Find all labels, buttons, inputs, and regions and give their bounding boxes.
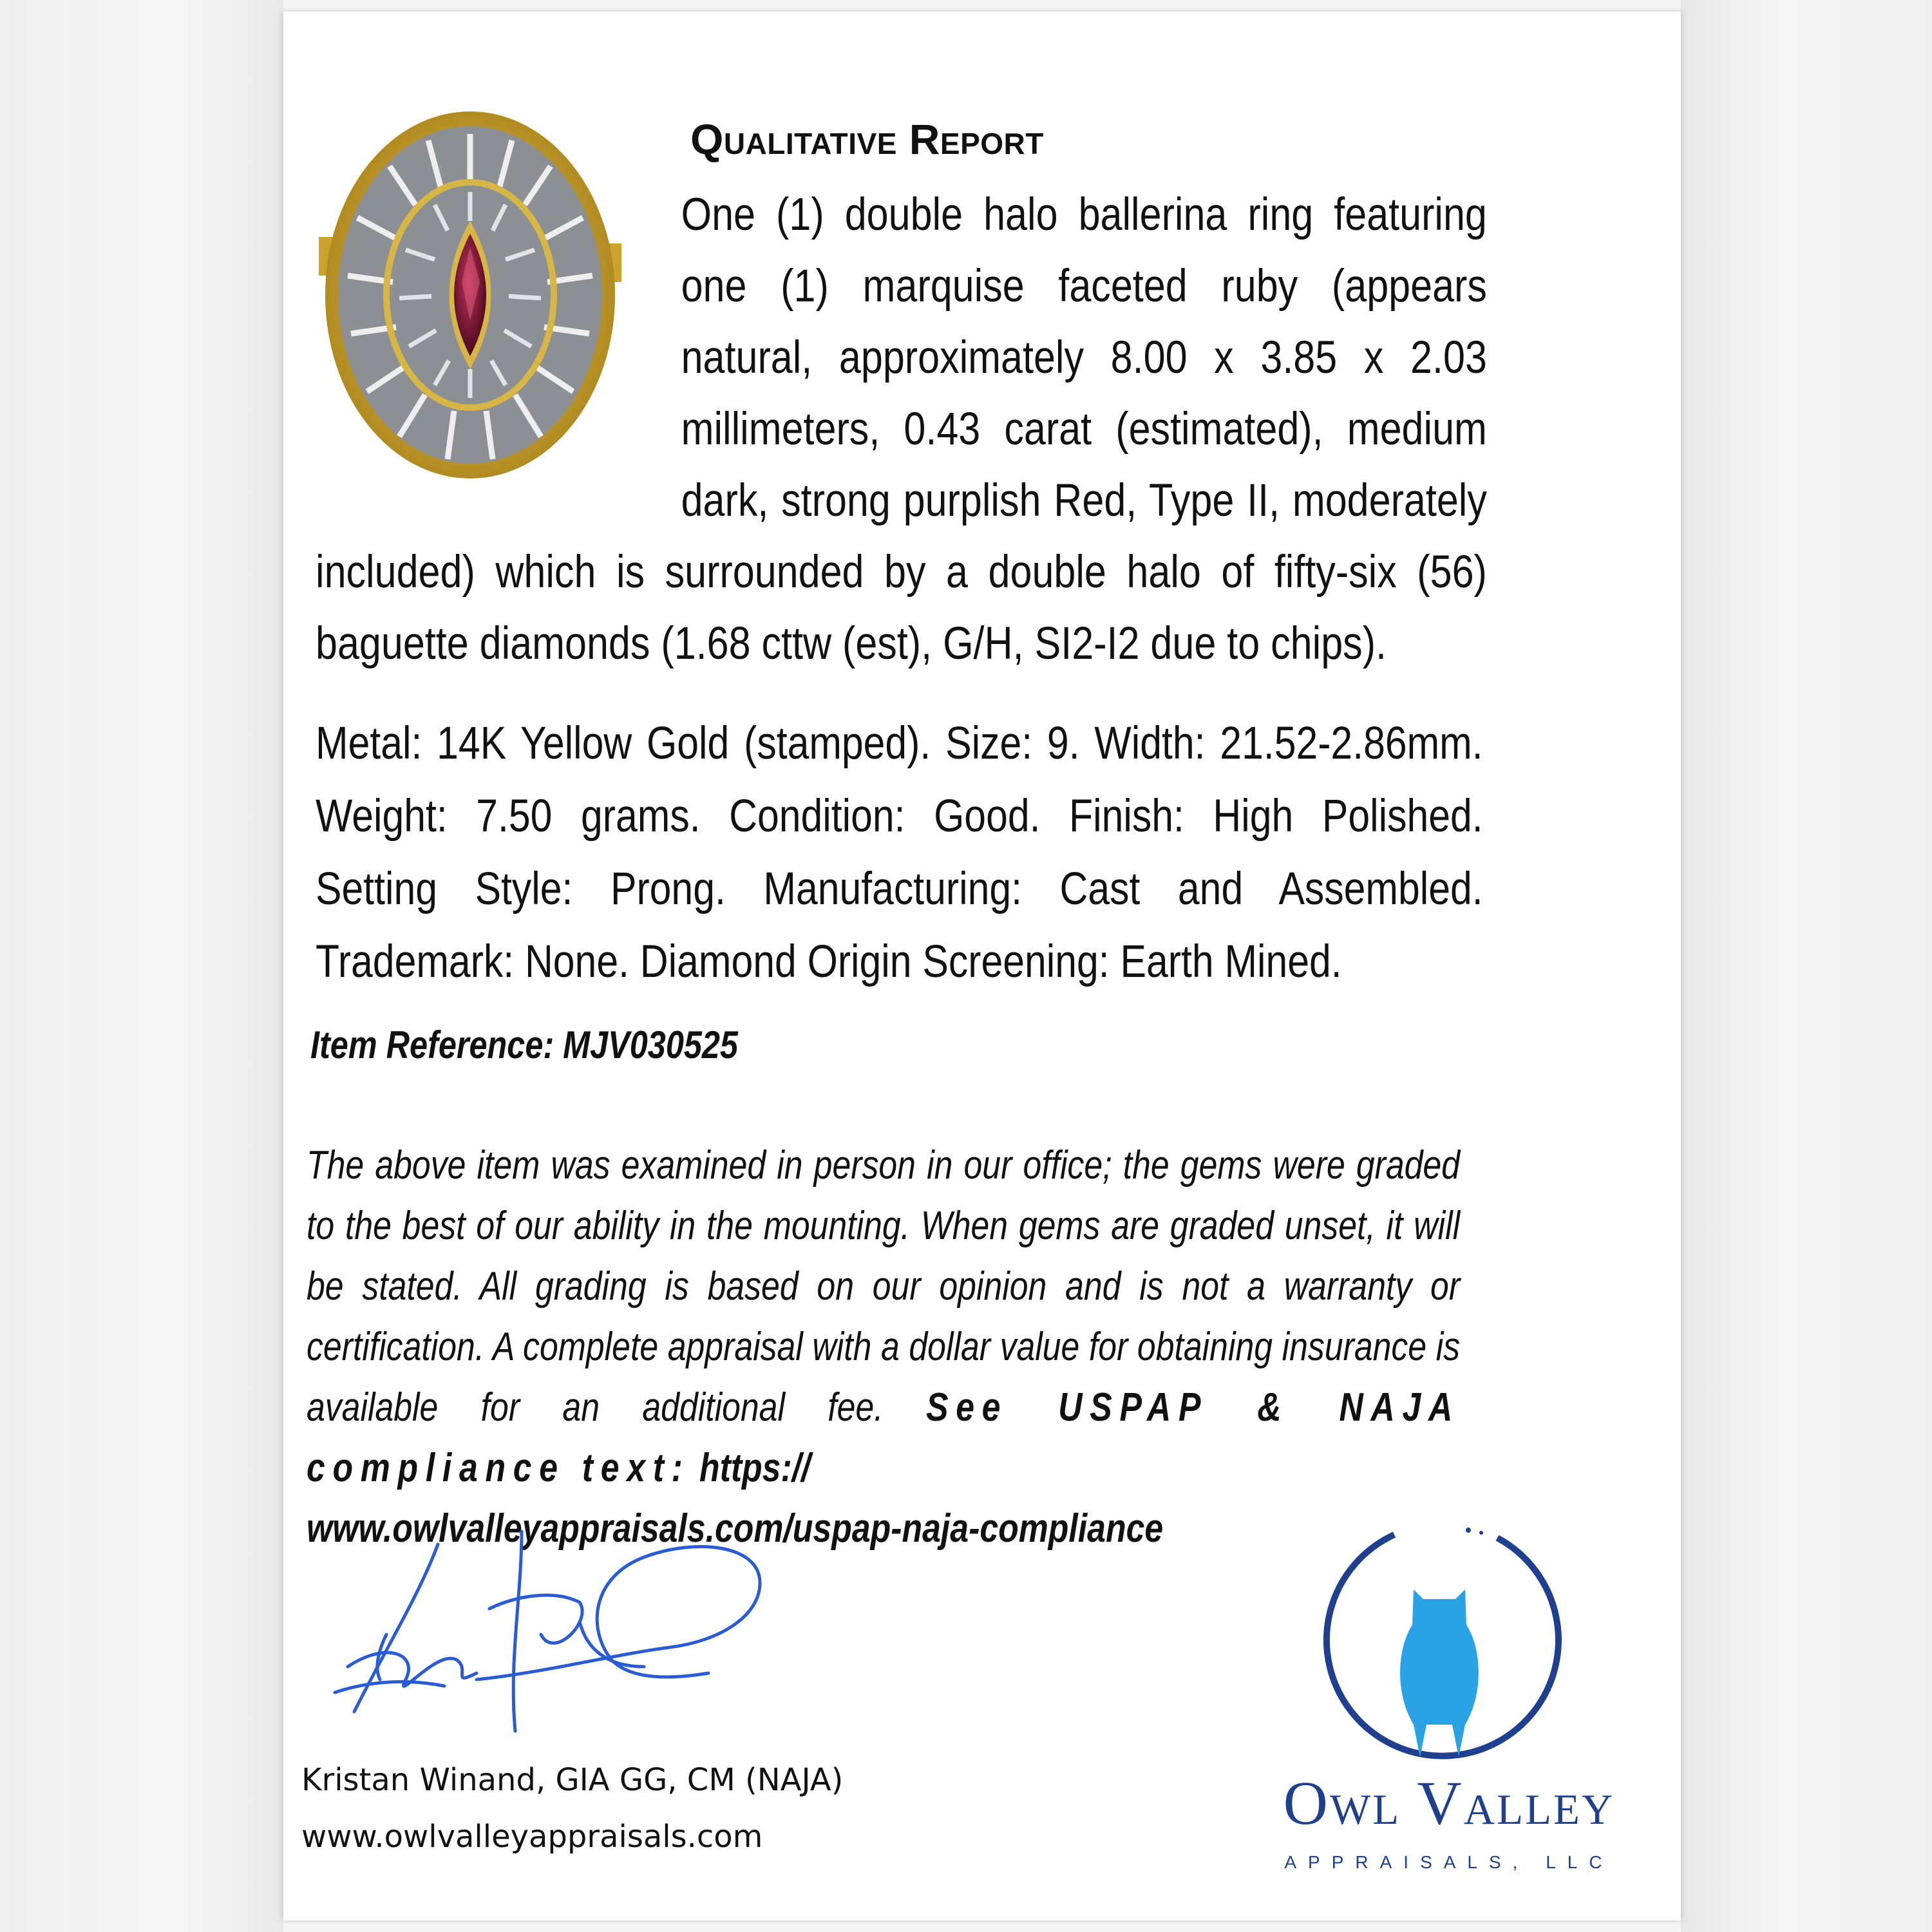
compliance-url-scheme[interactable]: https:// — [699, 1446, 811, 1490]
signature-image — [309, 1519, 863, 1757]
background-right — [1681, 0, 1932, 1932]
item-description-text: One (1) double halo ballerina ring featuring one (1) marquise faceted ruby (appears natural, approximately 8.00 x 3.85 x 2.03 millimeters, 0.43 carat (estimated), medium dark, strong purplish Red, Type II, moderately included) which is surrounded by a double halo of fifty-six (56) baguette diamonds (1.68 cttw (est), G/H, SI2-I2 due to chips). — [316, 189, 1487, 669]
owl-logo-icon — [1304, 1512, 1575, 1783]
disclaimer-text: The above item was examined in person in our office; the gems were graded to the best of our ability in the mounting. When gems are graded unset, it will be stated. All grading is based on our opinion and is not a warranty or certification. A complete appraisal with a dollar value for obtaining insurance is available for an additional fee. — [307, 1143, 1461, 1430]
brand-name: Owl Valley — [1283, 1768, 1615, 1837]
signer-name: Kristan Winand, GIA GG, CM (NAJA) — [301, 1762, 844, 1798]
appraisal-card — [283, 12, 1681, 1920]
signer-website[interactable]: www.owlvalleyappraisals.com — [301, 1819, 763, 1855]
compliance-text: See USPAP & NAJA compliance text: — [307, 1385, 1461, 1490]
item-description — [316, 179, 1487, 679]
background-left — [0, 0, 283, 1932]
disclaimer — [307, 1135, 1460, 1559]
brand-subtitle: APPRAISALS, LLC — [1284, 1852, 1614, 1872]
report-title: Qualitative Report — [690, 115, 1044, 163]
image-wrap-spacer — [316, 179, 681, 536]
compliance-url[interactable]: www.owlvalleyappraisals.com/uspap-naja-compliance — [307, 1506, 1164, 1551]
metal-details: Metal: 14K Yellow Gold (stamped). Size: 9. Width: 21.52-2.86mm. Weight: 7.50 grams. Condition: Good. Finish: High Polished. Setting Style: Prong. Manufacturing: Cast and Assembled. Trademark: None. Diamond Origin Screening: Earth Mined. — [316, 718, 1483, 987]
item-reference: Item Reference: MJV030525 — [310, 1023, 738, 1066]
